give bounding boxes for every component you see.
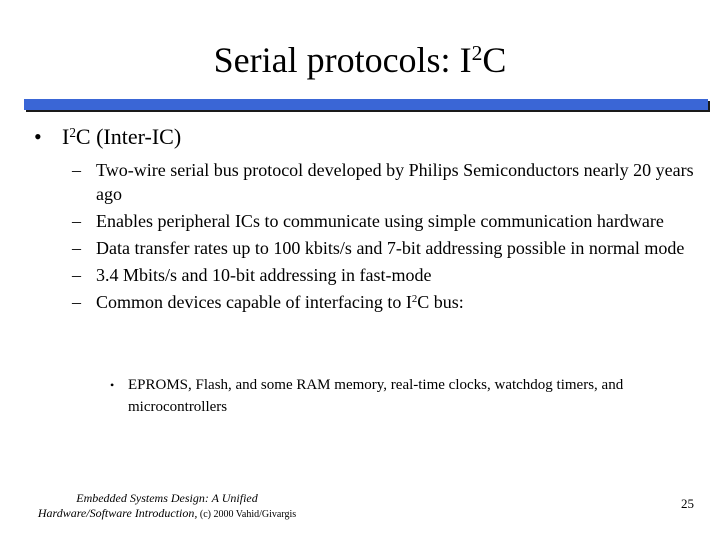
sub-sub-bullet-item [110, 374, 670, 418]
sub-bullet-superscript: 2 [411, 293, 418, 306]
sub-bullet-item [72, 290, 702, 314]
bullet-prefix: I [62, 124, 70, 149]
sub-bullet-text: 3.4 Mbits/s and 10-bit addressing in fast-mode [96, 265, 432, 285]
sub-bullet-list [72, 158, 702, 317]
sub-bullet-text: Common devices capable of interfacing to I [96, 292, 412, 312]
title-text: Serial protocols: I [213, 40, 472, 80]
sub-sub-bullet-list [110, 374, 670, 418]
sub-bullet-text-end: C bus: [417, 292, 464, 312]
small-bullet-dot-icon: • [110, 378, 115, 392]
bullet-text: C (Inter-IC) [75, 124, 182, 149]
dash-icon: – [72, 292, 81, 312]
sub-bullet-item [72, 236, 702, 260]
dash-icon: – [72, 265, 81, 285]
sub-bullet-item [72, 158, 702, 206]
dash-icon: – [72, 211, 81, 231]
slide-footer [22, 491, 312, 522]
slide-title [0, 38, 720, 82]
main-bullet [34, 124, 181, 150]
page-number: 25 [681, 496, 694, 511]
dash-icon: – [72, 238, 81, 258]
sub-sub-bullet-text: EPROMS, Flash, and some RAM memory, real-time clocks, watchdog timers, and microcontrollers [128, 377, 624, 415]
title-text-end: C [482, 40, 507, 80]
bullet-superscript: 2 [69, 124, 76, 140]
footer-copyright: (c) 2000 Vahid/Givargis [197, 509, 297, 520]
sub-bullet-item [72, 263, 702, 287]
footer-line2: Hardware/Software Introduction, [37, 506, 198, 520]
title-rule [24, 99, 708, 110]
sub-bullet-item [72, 209, 702, 233]
sub-bullet-text: Enables peripheral ICs to communicate using simple communication hardware [96, 211, 664, 231]
bullet-dot-icon: • [34, 124, 42, 149]
dash-icon: – [72, 160, 81, 180]
title-superscript: 2 [471, 41, 483, 66]
footer-line1: Embedded Systems Design: A Unified [76, 491, 258, 505]
sub-bullet-text: Data transfer rates up to 100 kbits/s and 7-bit addressing possible in normal mode [96, 238, 685, 258]
sub-bullet-text: Two-wire serial bus protocol developed by Philips Semiconductors nearly 20 years ago [96, 160, 694, 204]
